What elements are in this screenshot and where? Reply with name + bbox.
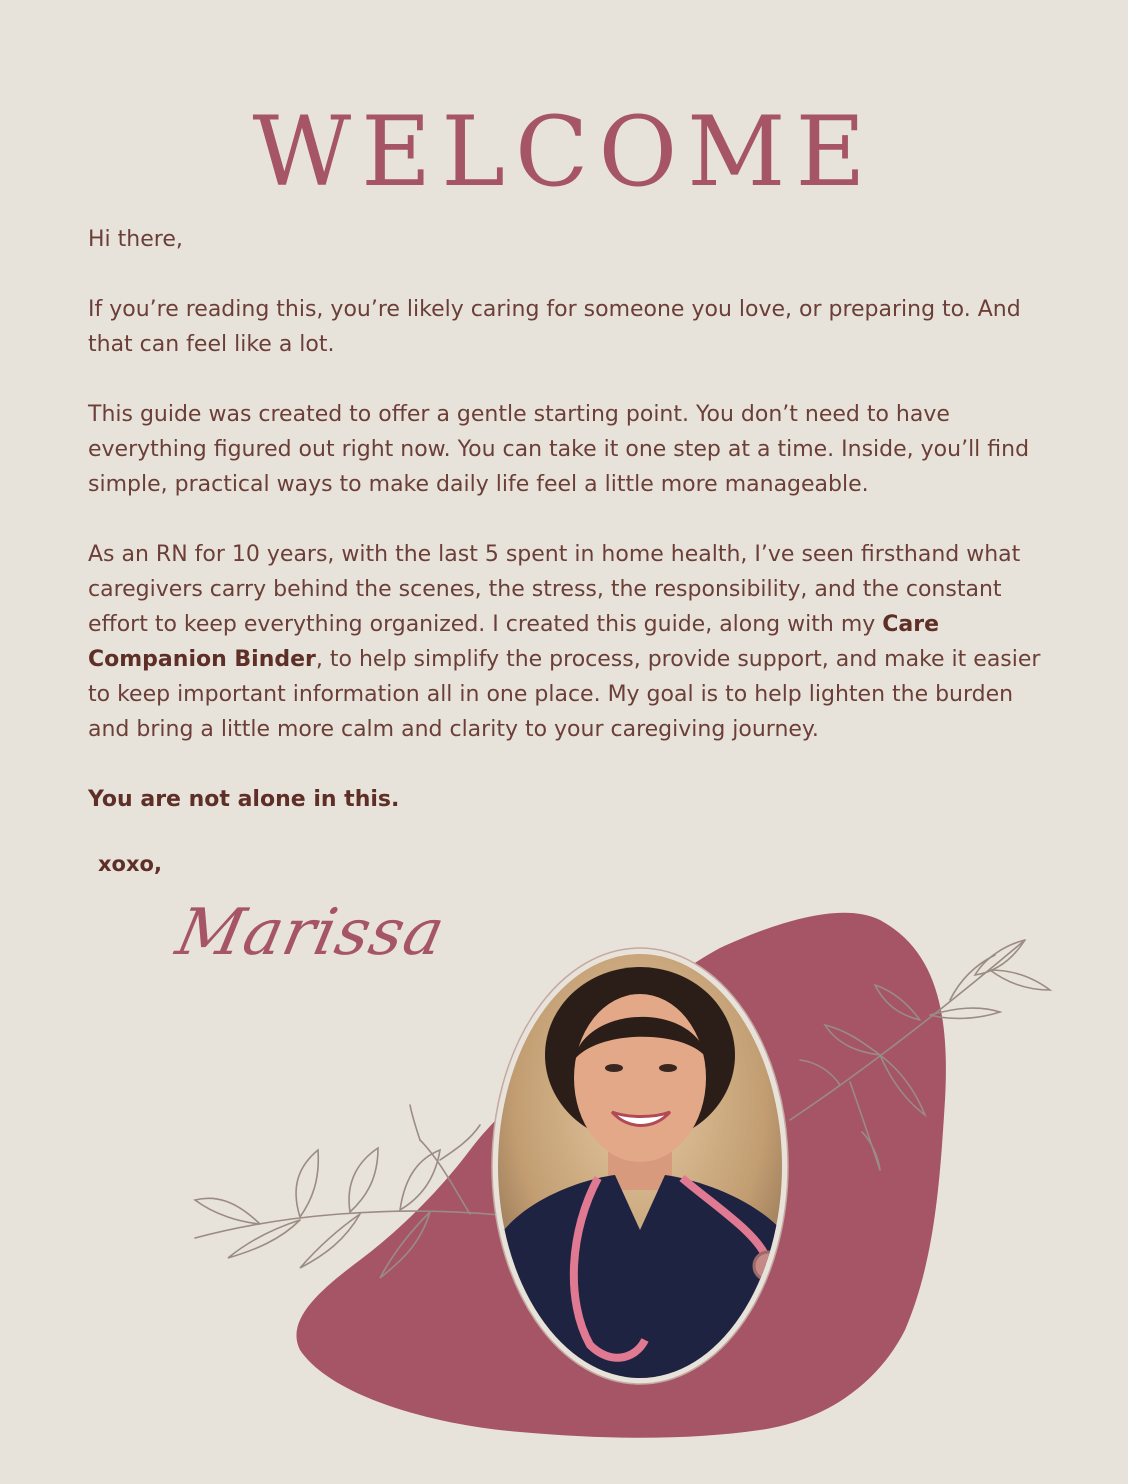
- emphasis-line: You are not alone in this.: [88, 787, 400, 812]
- greeting: Hi there,: [88, 227, 183, 252]
- binder-name: Care Companion Binder: [88, 612, 940, 672]
- paragraph-about-text-end: , to help simplify the process, provide support, and make it easier to keep important information all in one place. My goal is to help lighten the burden and bring a little more calm and clarity to your caregiving journey.: [88, 647, 1041, 742]
- closing: xoxo,: [98, 852, 162, 876]
- page-title: WELCOME: [252, 96, 876, 208]
- paragraph-guide: This guide was created to offer a gentle starting point. You don’t need to have everything figured out right now. You can take it one step at a time. Inside, you’ll find simple, practical ways to make daily life feel a little more manageable.: [88, 402, 1030, 497]
- welcome-letter: [88, 222, 1053, 852]
- paragraph-intro: If you’re reading this, you’re likely caring for someone you love, or preparing to. And that can feel like a lot.: [88, 297, 1021, 357]
- signature: Marissa: [170, 896, 452, 970]
- paragraph-about-text-start: As an RN for 10 years, with the last 5 spent in home health, I’ve seen firsthand what caregivers carry behind the scenes, the stress, the responsibility, and the constant effort to keep everything organized. I created this guide, along with my: [88, 542, 1021, 637]
- paragraph-about: [88, 537, 1053, 747]
